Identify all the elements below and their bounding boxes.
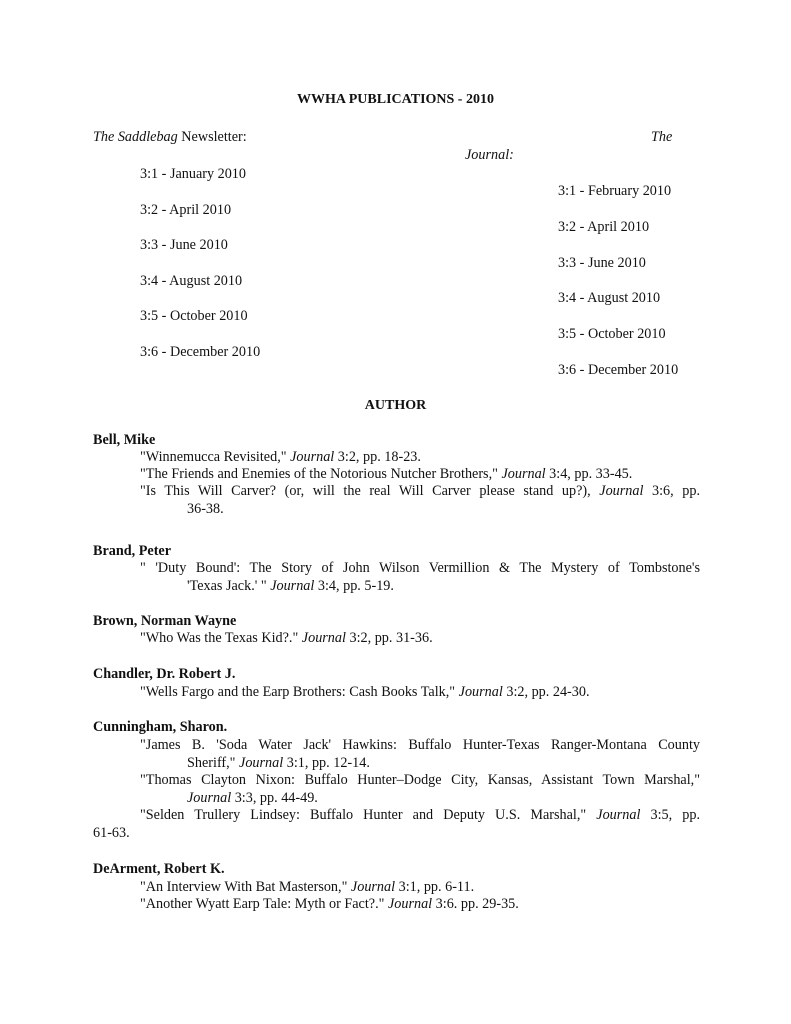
entry-ref: 3:1, pp. 12-14. [283,754,370,771]
publication-entry [140,449,700,467]
newsletter-name: The Saddlebag [93,129,178,145]
entry-continuation: 61-63. [93,824,130,841]
newsletter-issue: 3:3 - June 2010 [140,237,228,253]
author-name: Bell, Mike [93,432,156,448]
page-title: WWHA PUBLICATIONS - 2010 [297,92,494,107]
newsletter-issue: 3:4 - August 2010 [140,273,243,289]
entry-ref: 3:3, pp. 44-49. [231,789,318,806]
author-name: DeArment, Robert K. [93,861,225,877]
entry-title: "Winnemucca Revisited," [140,449,291,465]
publication-entry [140,684,700,702]
entry-journal: Journal [350,879,396,895]
newsletter-heading [93,129,247,146]
entry-title: "Selden Trullery Lindsey: Buffalo Hunter and Deputy U.S. Marshal," [140,807,597,823]
entry-journal: Journal [599,483,644,499]
entry-ref: 3:4, pp. 33-45. [545,466,633,482]
entry-title: "Who Was the Texas Kid?." [140,630,302,646]
author-name: Brown, Norman Wayne [93,613,237,629]
newsletter-issue: 3:1 - January 2010 [140,166,246,182]
publication-entry [140,772,700,807]
entry-journal: Journal [596,807,641,823]
author-name: Cunningham, Sharon. [93,719,228,735]
publication-entry [140,466,700,484]
newsletter-issue: 3:2 - April 2010 [140,202,232,218]
newsletter-issue: 3:5 - October 2010 [140,308,248,324]
journal-issue: 3:4 - August 2010 [558,290,661,306]
entry-title-continuation: 'Texas Jack.' " [187,577,271,594]
journal-issue: 3:2 - April 2010 [558,219,650,235]
entry-ref: 3:2, pp. 31-36. [345,630,433,646]
publication-entry [140,630,700,648]
entry-title: "Another Wyatt Earp Tale: Myth or Fact?." [140,896,388,912]
entry-ref: 3:1, pp. 6-11. [395,879,475,895]
journal-issue: 3:5 - October 2010 [558,326,666,342]
entry-title-continuation: Sheriff," [187,754,240,771]
entry-title: "The Friends and Enemies of the Notorious Nutcher Brothers," [140,466,502,482]
newsletter-issue: 3:6 - December 2010 [140,344,261,360]
publication-entry [93,807,700,842]
journal-issue: 3:6 - December 2010 [558,362,679,378]
entry-title: " 'Duty Bound': The Story of John Wilson Vermillion & The Mystery of Tombstone's [140,560,700,576]
entry-continuation: 36-38. [187,500,224,517]
entry-title: "James B. 'Soda Water Jack' Hawkins: Buffalo Hunter-Texas Ranger-Montana County [140,737,700,753]
entry-ref: 3:6, pp. [643,483,700,499]
publication-entry [140,483,700,518]
entry-journal: Journal [239,754,284,771]
newsletter-heading-rest: Newsletter: [177,129,247,145]
publication-entry [140,896,700,914]
author-name: Brand, Peter [93,543,172,559]
entry-ref: 3:2, pp. 18-23. [334,449,421,465]
journal-heading-line1: The [651,129,673,145]
entry-journal: Journal [387,896,433,912]
entry-ref: 3:5, pp. [640,807,700,823]
entry-title: "Wells Fargo and the Earp Brothers: Cash Books Talk," [140,684,459,700]
entry-ref: 3:2, pp. 24-30. [502,684,590,700]
entry-journal: Journal [270,577,315,594]
entry-title: "An Interview With Bat Masterson," [140,879,351,895]
entry-title: "Thomas Clayton Nixon: Buffalo Hunter–Dodge City, Kansas, Assistant Town Marshal," [140,772,700,788]
author-name: Chandler, Dr. Robert J. [93,666,236,682]
entry-journal: Journal [290,449,335,465]
section-title-author: AUTHOR [364,398,427,413]
publication-entry [140,737,700,772]
entry-journal: Journal [301,630,346,646]
journal-issue: 3:1 - February 2010 [558,183,672,199]
entry-ref: 3:4, pp. 5-19. [314,577,394,594]
publication-entry [140,560,700,595]
entry-journal: Journal [501,466,546,482]
entry-title: "Is This Will Carver? (or, will the real Will Carver please stand up?), [140,483,600,499]
journal-issue: 3:3 - June 2010 [558,255,646,271]
entry-journal: Journal [187,789,232,806]
entry-journal: Journal [458,684,503,700]
journal-heading-line2: Journal: [465,147,514,163]
entry-ref: 3:6. pp. 29-35. [432,896,519,912]
publication-entry [140,879,700,897]
